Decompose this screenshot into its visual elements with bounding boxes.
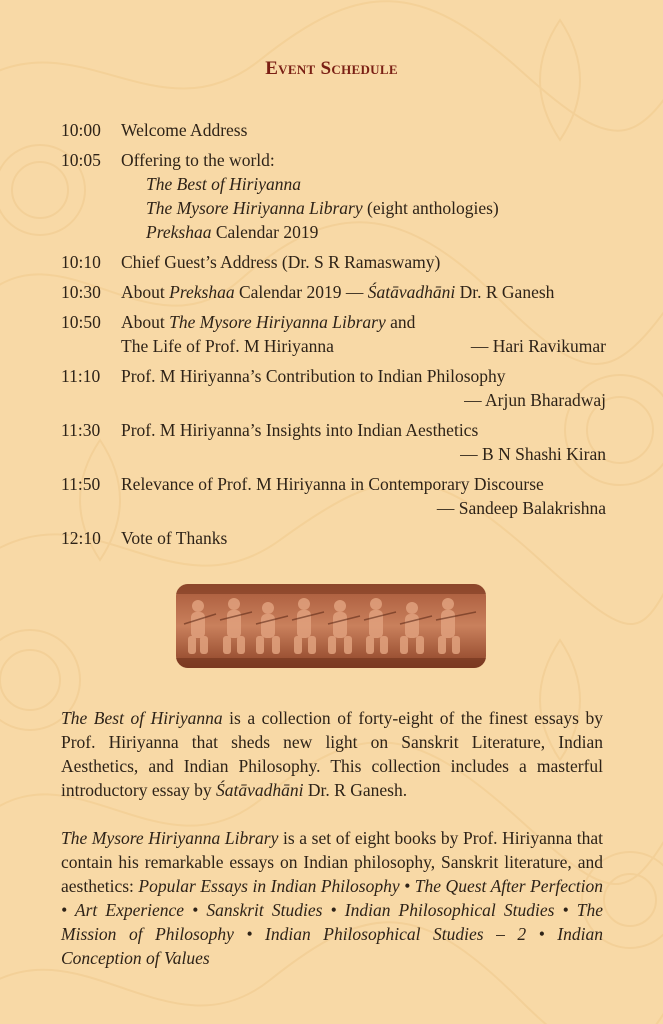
schedule-text-line2: The Life of Prof. M Hiriyanna [121,336,334,356]
description-paragraph: The Mysore Hiriyanna Library is a set of eight books by Prof. Hiriyanna that contain his remarkable essays on Indian philosophy, Sanskrit literature, and aesthetics: Popular Essays in Indian Philosophy • The Quest After Perfection • Art Experience • Sanskrit Studies • Indian Philosophical Studies • The Mission of Philosophy • Indian Philosophical Studies – 2 • Indian Conception of Values [61,828,604,968]
schedule-row [61,418,606,466]
schedule-list [61,118,606,556]
schedule-time: 11:10 [61,366,101,386]
schedule-time: 10:30 [61,282,101,302]
schedule-text: About The Mysore Hiriyanna Library and [121,312,416,332]
schedule-text: About Prekshaa Calendar 2019 — Śatāvadhāni Dr. R Ganesh [121,282,555,302]
schedule-time: 10:05 [61,150,101,170]
speaker-name: — Hari Ravikumar [470,336,606,356]
schedule-row [61,310,606,358]
description-paragraph: The Best of Hiriyanna is a collection of forty-eight of the finest essays by Prof. Hiriyanna that sheds new light on Sanskrit Literature, Indian Aesthetics, and Indian Philosophy. This collection includes a masterful introductory essay by Śatāvadhāni Dr. R Ganesh. [61,708,604,800]
schedule-time: 11:50 [61,474,101,494]
schedule-time: 12:10 [61,528,101,548]
offering-item: The Mysore Hiriyanna Library (eight anthologies) [146,198,499,218]
schedule-text: Prof. M Hiriyanna’s Insights into Indian Aesthetics [121,420,479,440]
schedule-row [61,526,606,550]
schedule-time: 10:10 [61,252,101,272]
temple-frieze-image [176,584,486,668]
schedule-text: Relevance of Prof. M Hiriyanna in Contemporary Discourse [121,474,544,494]
schedule-text: Prof. M Hiriyanna’s Contribution to Indian Philosophy [121,366,506,386]
schedule-time: 10:50 [61,312,101,332]
offering-item: The Best of Hiriyanna [146,174,302,194]
schedule-row [61,250,606,274]
schedule-row [61,118,606,142]
schedule-time: 10:00 [61,120,101,140]
schedule-row [61,280,606,304]
schedule-text: Welcome Address [121,120,248,140]
schedule-text: Vote of Thanks [121,528,228,548]
speaker-name: — Sandeep Balakrishna [436,498,606,518]
schedule-row [61,148,606,244]
schedule-text: Offering to the world: [121,150,275,170]
speaker-name: — Arjun Bharadwaj [464,390,606,410]
page-title: Event Schedule [265,58,398,79]
schedule-text: Chief Guest’s Address (Dr. S R Ramaswamy) [121,252,441,272]
offering-item: Prekshaa Calendar 2019 [146,222,319,242]
schedule-row [61,364,606,412]
speaker-name: — B N Shashi Kiran [460,444,606,464]
schedule-time: 11:30 [61,420,101,440]
schedule-row [61,472,606,520]
